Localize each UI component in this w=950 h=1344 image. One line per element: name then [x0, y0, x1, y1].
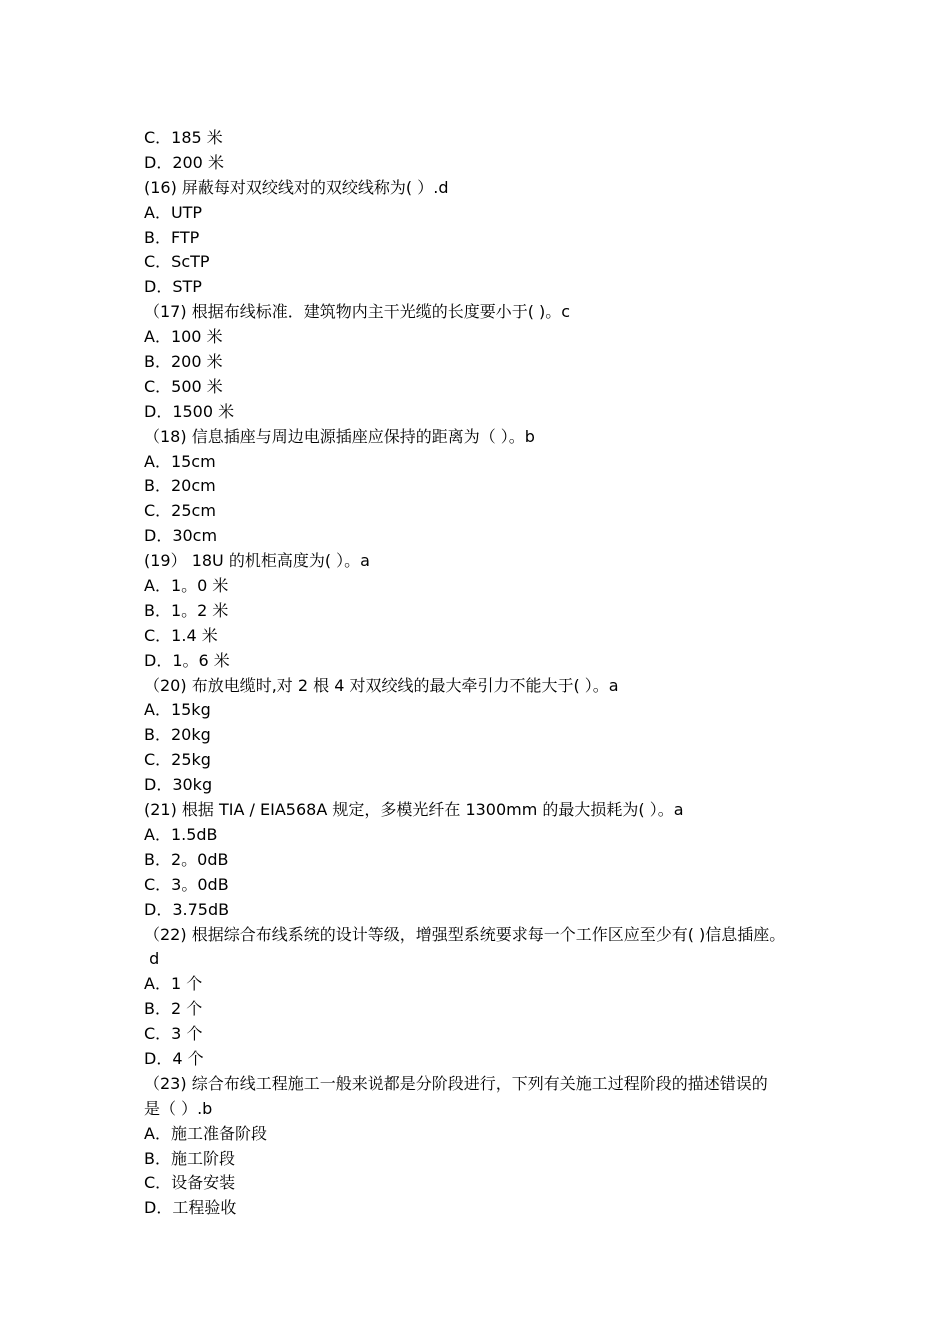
q22-option-d: D．4 个 — [144, 1048, 204, 1068]
q18-option-c: C．25cm — [144, 501, 216, 521]
question-21: (21) 根据 TIA / EIA568A 规定，多模光纤在 1300mm 的最大损耗为( ）。a — [144, 800, 684, 820]
q23-option-b: B．施工阶段 — [144, 1148, 235, 1168]
q19-option-b: B．1。2 米 — [144, 600, 229, 620]
document-page — [144, 126, 834, 1221]
question-23: （23) 综合布线工程施工一般来说都是分阶段进行，下列有关施工过程阶段的描述错误的 — [144, 1073, 768, 1093]
q22-option-a: A．1 个 — [144, 974, 203, 994]
q19-option-a: A．1。0 米 — [144, 576, 229, 596]
option-d-200m: D．200 米 — [144, 152, 224, 172]
q22-option-c: C．3 个 — [144, 1024, 203, 1044]
q21-option-d: D．3.75dB — [144, 899, 230, 919]
q17-option-a: A．100 米 — [144, 327, 223, 347]
option-c-185m: C．185 米 — [144, 128, 223, 147]
q17-option-b: B．200 米 — [144, 352, 223, 372]
q16-option-d: D．STP — [144, 277, 202, 297]
q23-option-c: C．设备安装 — [144, 1173, 236, 1193]
q18-option-d: D．30cm — [144, 526, 218, 546]
q18-option-b: B．20cm — [144, 476, 216, 496]
q17-option-c: C．500 米 — [144, 376, 223, 396]
q20-option-a: A．15kg — [144, 700, 211, 720]
q18-option-a: A．15cm — [144, 451, 216, 471]
q20-option-d: D．30kg — [144, 775, 213, 795]
question-18: （18) 信息插座与周边电源插座应保持的距离为（ ）。b — [144, 426, 535, 446]
q23-option-a: A．施工准备阶段 — [144, 1123, 267, 1143]
q16-option-a: A．UTP — [144, 202, 203, 222]
question-22: （22) 根据综合布线系统的设计等级，增强型系统要求每一个工作区应至少有( )信息插座。 — [144, 924, 786, 944]
question-22-continued: d — [144, 949, 160, 969]
q23-option-d: D．工程验收 — [144, 1198, 237, 1218]
q22-option-b: B．2 个 — [144, 999, 203, 1019]
question-17: （17) 根据布线标准．建筑物内主干光缆的长度要小于( )。c — [144, 302, 571, 322]
question-23-continued: 是（ ）.b — [144, 1098, 213, 1118]
q20-option-b: B．20kg — [144, 725, 211, 745]
question-16: (16) 屏蔽每对双绞线对的双绞线称为( ）.d — [144, 177, 449, 197]
q16-option-b: B．FTP — [144, 227, 200, 247]
q16-option-c: C．ScTP — [144, 252, 210, 272]
q20-option-c: C．25kg — [144, 750, 211, 770]
q19-option-d: D．1。6 米 — [144, 650, 230, 670]
q19-option-c: C．1.4 米 — [144, 625, 218, 645]
q17-option-d: D．1500 米 — [144, 401, 235, 421]
question-20: （20) 布放电缆时,对 2 根 4 对双绞线的最大牵引力不能大于( ）。a — [144, 675, 619, 695]
q21-option-c: C．3。0dB — [144, 874, 229, 894]
q21-option-b: B．2。0dB — [144, 849, 229, 869]
q21-option-a: A．1.5dB — [144, 824, 218, 844]
question-19: (19） 18U 的机柜高度为( ）。a — [144, 551, 370, 571]
